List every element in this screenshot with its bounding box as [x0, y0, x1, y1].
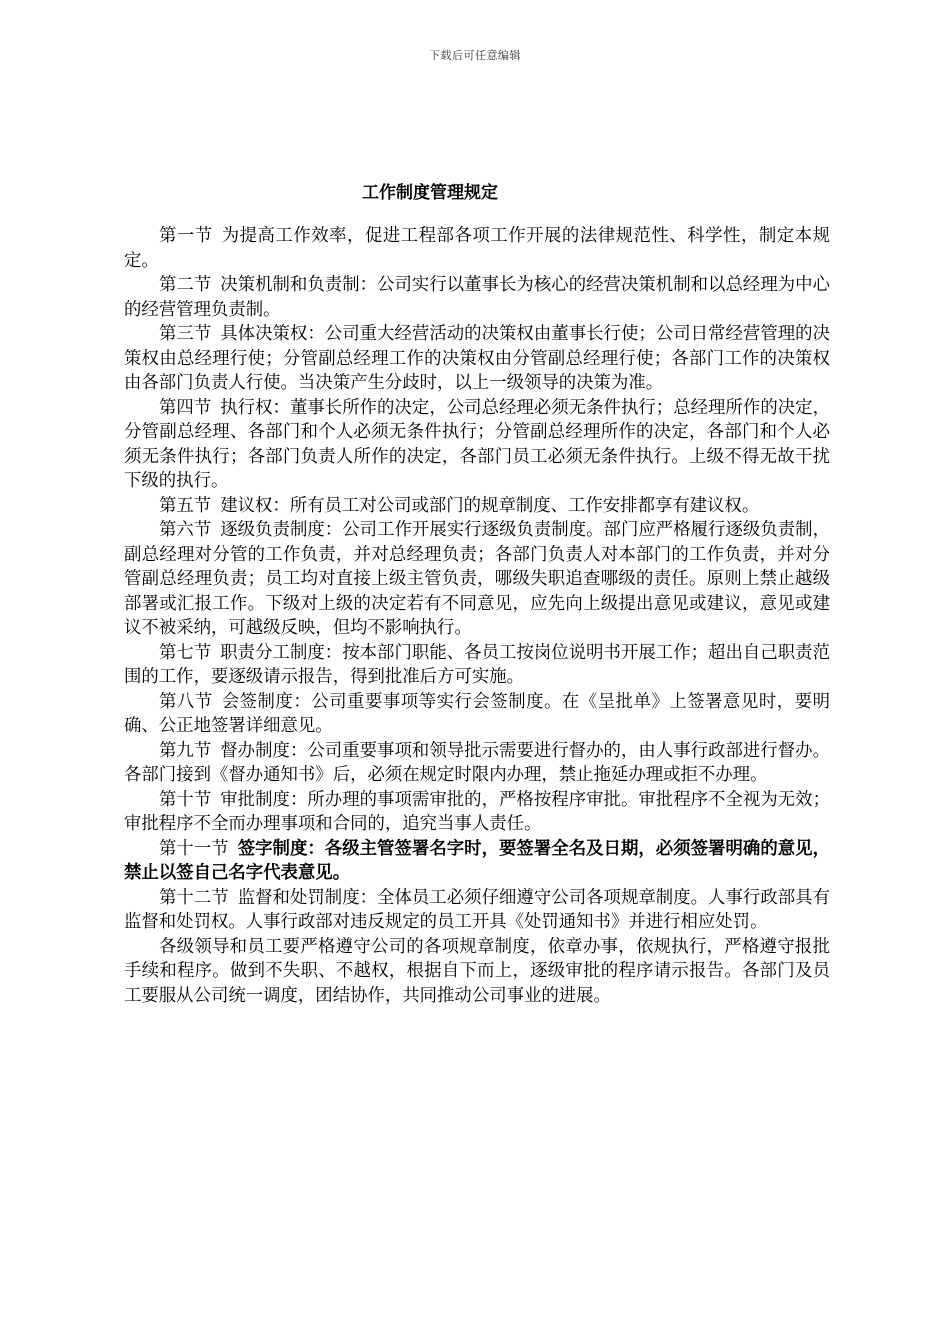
section-10 — [124, 788, 830, 837]
section-text: 签字制度：各级主管签署名字时，要签署全名及日期，必须签署明确的意见，禁止以签自己名字代表意见。 — [124, 838, 830, 883]
section-text: 监督和处罚制度：全体员工必须仔细遵守公司各项规章制度。人事行政部具有监督和处罚权。人事行政部对违反规定的员工开具《处罚通知书》并进行相应处罚。 — [124, 887, 830, 932]
section-label: 第七节 — [159, 642, 212, 663]
section-text: 审批制度：所办理的事项需审批的，严格按程序审批。审批程序不全视为无效；审批程序不全而办理事项和合同的，追究当事人责任。 — [124, 789, 830, 834]
section-text: 决策机制和负责制：公司实行以董事长为核心的经营决策机制和以总经理为中心的经营管理负责制。 — [124, 275, 830, 320]
section-label: 第四节 — [159, 397, 212, 418]
section-text: 会签制度：公司重要事项等实行会签制度。在《呈批单》上签署意见时，要明确、公正地签署详细意见。 — [124, 691, 830, 736]
header-note: 下载后可任意编辑 — [429, 49, 521, 62]
section-text: 逐级负责制度：公司工作开展实行逐级负责制度。部门应严格履行逐级负责制，副总经理对分管的工作负责，并对总经理负责；各部门负责人对本部门的工作负责，并对分管副总经理负责；员工均对直接上级主管负责，哪级失职追查哪级的责任。原则上禁止越级部署或汇报工作。下级对上级的决定若有不同意见，应先向上级提出意见或建议，意见或建议不被采纳，可越级反映，但均不影响执行。 — [124, 520, 830, 638]
section-label: 第六节 — [159, 520, 212, 540]
section-label: 第十一节 — [159, 838, 229, 859]
section-label: 第十二节 — [159, 887, 229, 908]
section-text: 为提高工作效率，促进工程部各项工作开展的法律规范性、科学性，制定本规定。 — [124, 226, 830, 271]
section-8 — [124, 690, 830, 739]
section-text: 建议权：所有员工对公司或部门的规章制度、工作安排都享有建议权。 — [220, 495, 760, 516]
section-12 — [124, 886, 830, 935]
section-3 — [124, 322, 830, 396]
section-label: 第八节 — [159, 691, 213, 712]
section-9 — [124, 739, 830, 788]
section-1 — [124, 224, 830, 273]
section-4 — [124, 396, 830, 494]
section-text: 督办制度：公司重要事项和领导批示需要进行督办的，由人事行政部进行督办。各部门接到《督办通知书》后，必须在规定时限内办理，禁止拖延办理或拒不办理。 — [124, 740, 830, 785]
section-7 — [124, 641, 830, 690]
section-text: 职责分工制度：按本部门职能、各员工按岗位说明书开展工作；超出自己职责范围的工作，要逐级请示报告，得到批准后方可实施。 — [124, 642, 830, 687]
section-label: 第十节 — [159, 789, 212, 810]
section-6 — [124, 518, 830, 641]
section-label: 第九节 — [159, 740, 212, 761]
closing-paragraph: 各级领导和员工要严格遵守公司的各项规章制度，依章办事，依规执行，严格遵守报批手续和程序。做到不失职、不越权，根据自下而上，逐级审批的程序请示报告。各部门及员工要服从公司统一调度，团结协作，共同推动公司事业的进展。 — [124, 936, 830, 1006]
section-label: 第三节 — [159, 324, 212, 344]
document-title: 工作制度管理规定 — [362, 183, 498, 203]
section-label: 第二节 — [159, 275, 212, 295]
section-text: 具体决策权：公司重大经营活动的决策权由董事长行使；公司日常经营管理的决策权由总经理行使；分管副总经理工作的决策权由分管副总经理行使；各部门工作的决策权由各部门负责人行使。当决策产生分歧时，以上一级领导的决策为准。 — [124, 324, 830, 393]
section-11 — [124, 837, 830, 886]
section-label: 第五节 — [159, 495, 212, 516]
document-body — [124, 224, 830, 1008]
section-2 — [124, 273, 830, 322]
section-label: 第一节 — [159, 226, 213, 246]
section-text: 执行权：董事长所作的决定，公司总经理必须无条件执行；总经理所作的决定，分管副总经理、各部门和个人必须无条件执行；分管副总经理所作的决定，各部门和个人必须无条件执行；各部门负责人所作的决定，各部门员工必须无条件执行。上级不得无故干扰下级的执行。 — [124, 397, 830, 491]
section-5 — [124, 494, 830, 519]
